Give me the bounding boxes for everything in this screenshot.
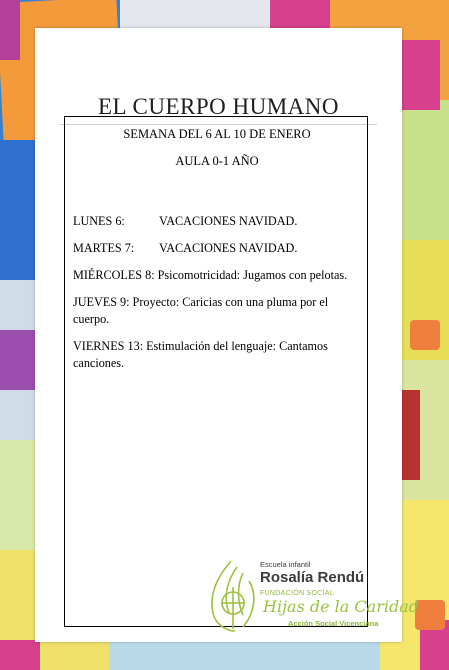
entry-day: JUEVES 9: — [73, 295, 130, 309]
schedule-sheet — [35, 28, 419, 642]
entry-activity: Proyecto: Caricias con una pluma por el cuerpo. — [73, 295, 329, 326]
schedule-entry-friday — [73, 338, 358, 372]
entry-day: VIERNES 13: — [73, 339, 144, 353]
schedule-frame — [64, 116, 419, 628]
logo-flame-icon — [203, 557, 263, 635]
classroom-heading: AULA 0-1 AÑO — [175, 154, 259, 168]
entry-day: MARTES 7: — [73, 241, 135, 255]
entry-activity: Psicomotricidad: Jugamos con pelotas. — [157, 268, 348, 282]
logo-line-4: Hijas de la Caridad — [263, 597, 419, 616]
schedule-entry-wednesday — [73, 267, 358, 284]
entry-activity: Estimulación del lenguaje: Cantamos canciones. — [73, 339, 328, 370]
schedule-entry-tuesday — [73, 240, 358, 257]
logo-line-1: Escuela infantil — [260, 560, 311, 569]
logo-line-5: Acción Social Vicenciana — [288, 619, 379, 628]
schedule-entry-thursday — [73, 294, 358, 328]
entry-activity: VACACIONES NAVIDAD. — [159, 214, 298, 228]
entry-day: MIÉRCOLES 8: — [73, 268, 155, 282]
schedule-entry-monday — [73, 213, 358, 230]
page-title: EL CUERPO HUMANO — [98, 94, 339, 119]
entry-day: LUNES 6: — [73, 214, 125, 228]
logo-school-name: Rosalía Rendú — [260, 569, 365, 586]
week-heading: SEMANA DEL 6 AL 10 DE ENERO — [123, 127, 311, 141]
logo-line-3: FUNDACIÓN SOCIAL — [260, 590, 335, 597]
entry-activity: VACACIONES NAVIDAD. — [159, 241, 298, 255]
schedule-list — [73, 213, 358, 382]
school-logo — [203, 557, 419, 637]
